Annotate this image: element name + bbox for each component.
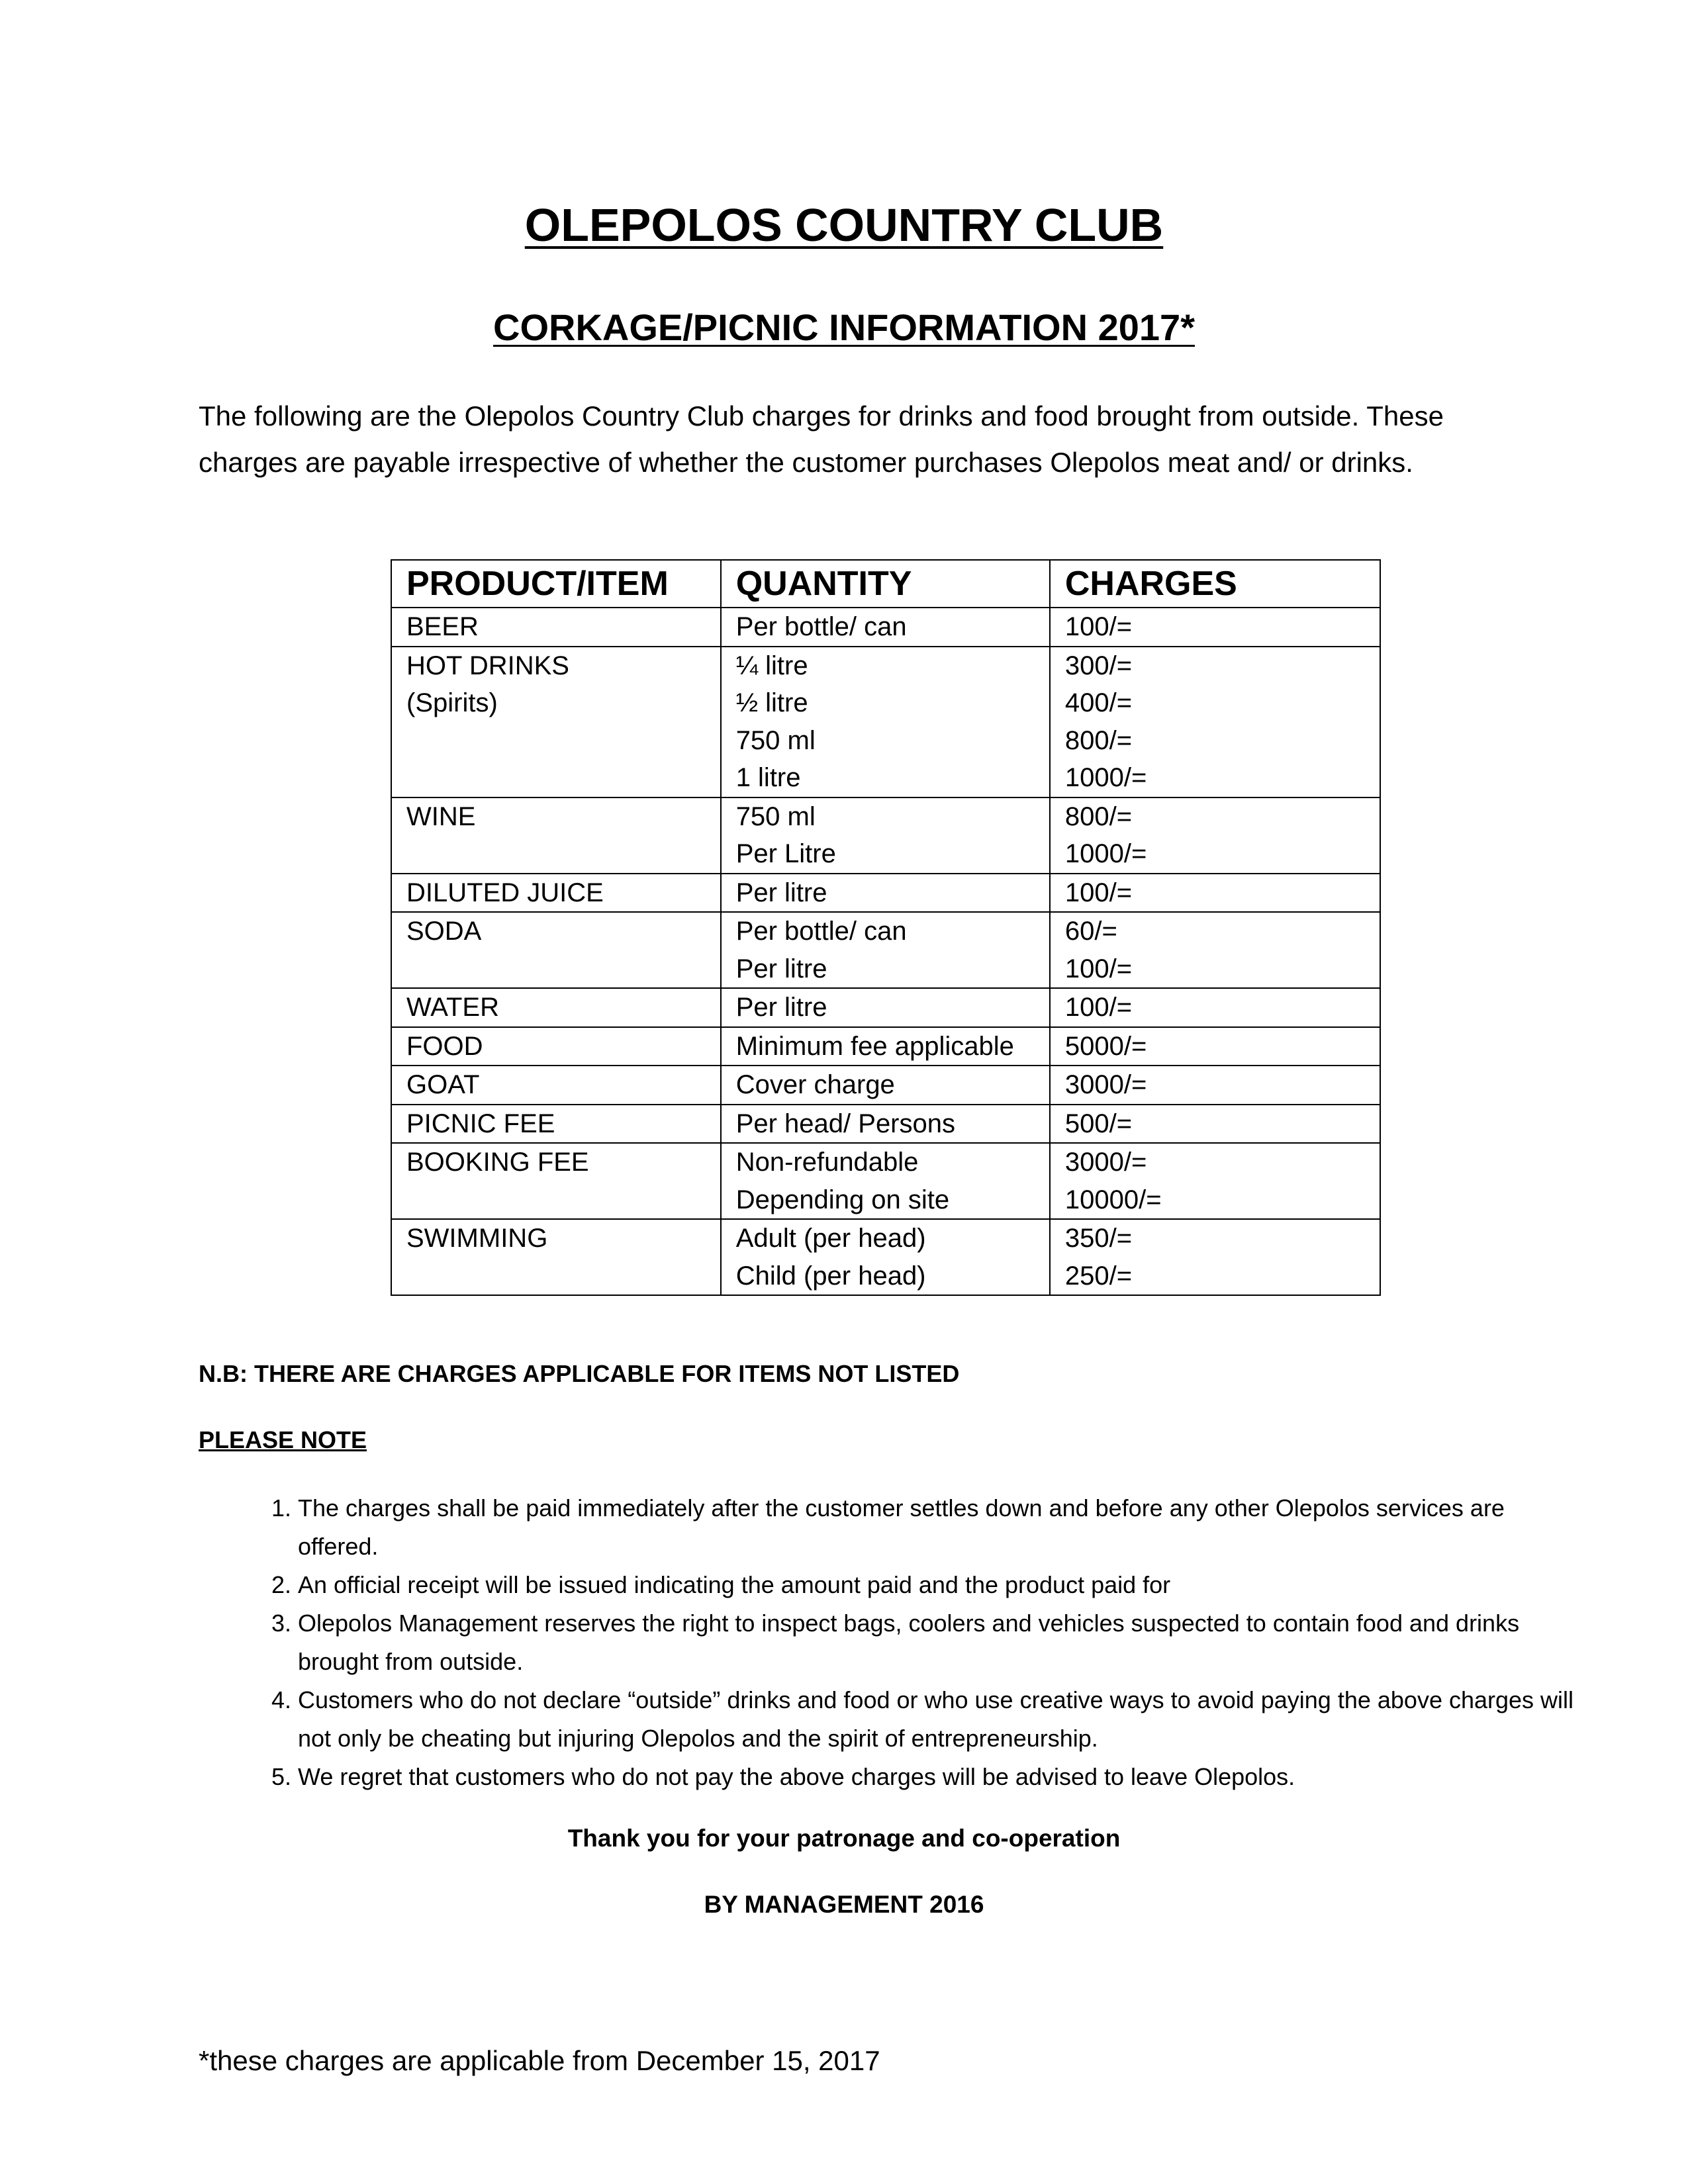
charge-cell-line: 100/= <box>1064 993 1133 1022</box>
quantity-cell-line: 750 ml <box>735 725 816 755</box>
quantity-cell-line: Per bottle/ can <box>735 917 907 946</box>
charge-cell-line: 10000/= <box>1064 1185 1162 1214</box>
note-item: 3. Olepolos Management reserves the right to inspect bags, coolers and vehicles suspected to contain food and drinks brought from outside. <box>298 1604 1589 1681</box>
quantity-cell-line: Per litre <box>735 993 827 1022</box>
item-cell-line: SODA <box>406 917 482 946</box>
item-cell-line: BEER <box>406 612 479 641</box>
please-note-heading: PLEASE NOTE <box>199 1426 367 1453</box>
charge-cell-line: 60/= <box>1064 917 1117 946</box>
quantity-cell <box>721 647 1050 797</box>
quantity-cell-line: Depending on site <box>735 1185 950 1214</box>
charge-cell-line: 300/= <box>1064 651 1133 680</box>
item-cell <box>391 1143 721 1219</box>
charge-cell-line: 1000/= <box>1064 763 1147 792</box>
quantity-cell-line: 1 litre <box>735 763 801 792</box>
charge-cell-line: 500/= <box>1064 1109 1133 1138</box>
table-row <box>391 797 1380 874</box>
table-row <box>391 1219 1380 1295</box>
quantity-cell-line: Adult (per head) <box>735 1224 926 1253</box>
charges-table <box>391 559 1381 1296</box>
table-row <box>391 874 1380 913</box>
item-cell <box>391 797 721 874</box>
item-cell <box>391 1066 721 1105</box>
quantity-cell-line: Cover charge <box>735 1070 895 1099</box>
item-cell-line: PICNIC FEE <box>406 1109 555 1138</box>
table-header-row <box>391 560 1380 608</box>
charge-cell-line: 3000/= <box>1064 1148 1147 1177</box>
note-item: 4. Customers who do not declare “outside” drinks and food or who use creative ways to avoid paying the above charges will not only be cheating but injuring Olepolos and the spirit of entrepreneurship. <box>298 1681 1589 1758</box>
table-row <box>391 608 1380 647</box>
item-cell-line: (Spirits) <box>406 688 498 717</box>
quantity-cell <box>721 1066 1050 1105</box>
quantity-cell <box>721 797 1050 874</box>
note-item: 1. The charges shall be paid immediately after the customer settles down and before any other Olepolos services are offered. <box>298 1489 1589 1566</box>
quantity-cell-line: Per Litre <box>735 839 836 868</box>
item-cell-line: DILUTED JUICE <box>406 878 604 907</box>
item-cell <box>391 988 721 1027</box>
charge-cell <box>1050 1027 1380 1066</box>
charge-cell-line: 250/= <box>1064 1261 1133 1291</box>
item-cell-line: BOOKING FEE <box>406 1148 589 1177</box>
charge-cell-line: 100/= <box>1064 612 1133 641</box>
item-cell-line: WINE <box>406 801 476 831</box>
charge-cell <box>1050 647 1380 797</box>
quantity-cell-line: Non-refundable <box>735 1148 919 1177</box>
charge-cell-line: 800/= <box>1064 725 1133 755</box>
item-cell <box>391 1219 721 1295</box>
signature-line: BY MANAGEMENT 2016 <box>704 1891 984 1918</box>
charge-cell-line: 1000/= <box>1064 839 1147 868</box>
charge-cell <box>1050 1105 1380 1144</box>
intro-paragraph: The following are the Olepolos Country Club charges for drinks and food brought from outside. These charges are payable irrespective of whether the customer purchases Olepolos meat and/ or drinks. <box>199 400 1444 478</box>
table-row <box>391 647 1380 797</box>
quantity-cell <box>721 1219 1050 1295</box>
column-header-quantity: QUANTITY <box>721 560 1050 608</box>
charge-cell <box>1050 912 1380 988</box>
note-item: 5. We regret that customers who do not pay the above charges will be advised to leave Olepolos. <box>298 1758 1589 1796</box>
thanks-line: Thank you for your patronage and co-operation <box>567 1825 1121 1852</box>
charges-table-body <box>391 608 1380 1295</box>
quantity-cell-line: Child (per head) <box>735 1261 926 1291</box>
quantity-cell-line: 750 ml <box>735 801 816 831</box>
item-cell-line: FOOD <box>406 1031 483 1061</box>
quantity-cell <box>721 1143 1050 1219</box>
quantity-cell <box>721 912 1050 988</box>
charge-cell-line: 5000/= <box>1064 1031 1147 1061</box>
page-subtitle: CORKAGE/PICNIC INFORMATION 2017* <box>493 306 1195 348</box>
charge-cell-line: 350/= <box>1064 1224 1133 1253</box>
table-row <box>391 1105 1380 1144</box>
quantity-cell-line: ¼ litre <box>735 651 808 680</box>
page-title: OLEPOLOS COUNTRY CLUB <box>524 199 1164 251</box>
charge-cell <box>1050 1143 1380 1219</box>
charge-cell <box>1050 988 1380 1027</box>
quantity-cell-line: Per litre <box>735 878 827 907</box>
quantity-cell-line: Per bottle/ can <box>735 612 907 641</box>
table-row <box>391 1066 1380 1105</box>
charge-cell-line: 100/= <box>1064 878 1133 907</box>
charge-cell-line: 100/= <box>1064 954 1133 983</box>
item-cell-line: WATER <box>406 993 499 1022</box>
charge-cell-line: 800/= <box>1064 801 1133 831</box>
item-cell <box>391 647 721 797</box>
charge-cell-line: 3000/= <box>1064 1070 1147 1099</box>
table-row <box>391 988 1380 1027</box>
charge-cell <box>1050 608 1380 647</box>
quantity-cell <box>721 608 1050 647</box>
table-row <box>391 912 1380 988</box>
table-row <box>391 1027 1380 1066</box>
item-cell <box>391 1027 721 1066</box>
column-header-product: PRODUCT/ITEM <box>391 560 721 608</box>
notes-list <box>199 1489 1589 1796</box>
quantity-cell <box>721 1027 1050 1066</box>
quantity-cell-line: Minimum fee applicable <box>735 1031 1014 1061</box>
charge-cell <box>1050 797 1380 874</box>
item-cell <box>391 608 721 647</box>
quantity-cell <box>721 1105 1050 1144</box>
note-item: 2. An official receipt will be issued indicating the amount paid and the product paid for <box>298 1566 1589 1604</box>
item-cell <box>391 912 721 988</box>
column-header-charges: CHARGES <box>1050 560 1380 608</box>
quantity-cell <box>721 988 1050 1027</box>
item-cell <box>391 874 721 913</box>
charge-cell <box>1050 1066 1380 1105</box>
item-cell-line: GOAT <box>406 1070 480 1099</box>
nb-note: N.B: THERE ARE CHARGES APPLICABLE FOR ITEMS NOT LISTED <box>199 1360 960 1387</box>
footnote: *these charges are applicable from December 15, 2017 <box>199 2045 880 2076</box>
charge-cell-line: 400/= <box>1064 688 1133 717</box>
item-cell-line: HOT DRINKS <box>406 651 569 680</box>
item-cell-line: SWIMMING <box>406 1224 548 1253</box>
charge-cell <box>1050 874 1380 913</box>
quantity-cell-line: Per head/ Persons <box>735 1109 955 1138</box>
item-cell <box>391 1105 721 1144</box>
charge-cell <box>1050 1219 1380 1295</box>
quantity-cell-line: ½ litre <box>735 688 808 717</box>
table-row <box>391 1143 1380 1219</box>
quantity-cell-line: Per litre <box>735 954 827 983</box>
quantity-cell <box>721 874 1050 913</box>
